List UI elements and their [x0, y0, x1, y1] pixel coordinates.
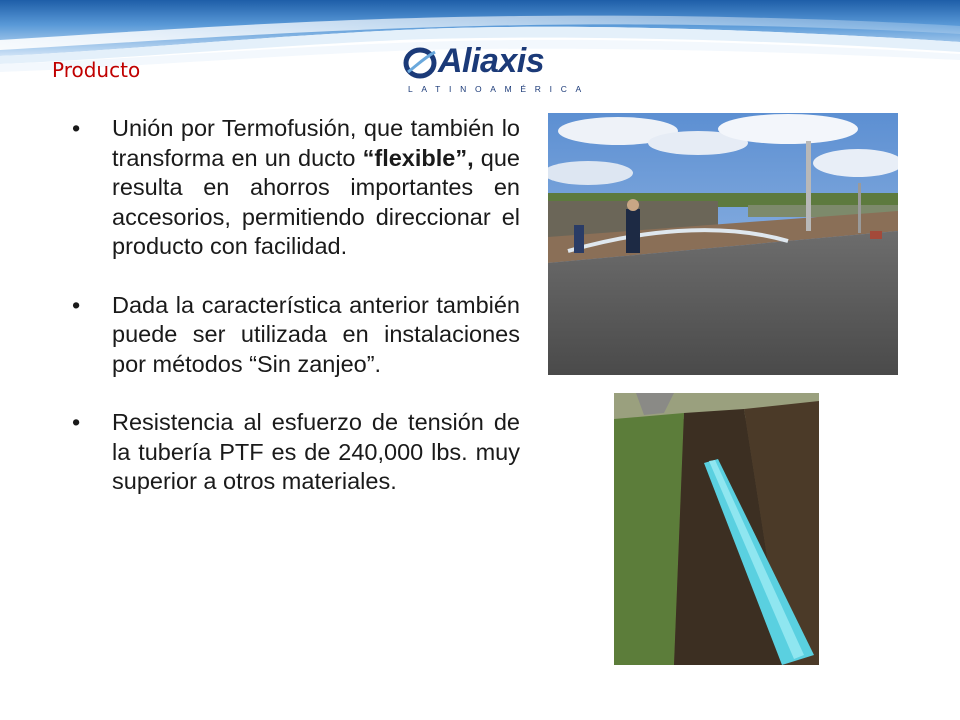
bullet-item [72, 114, 520, 262]
bullet-text: Resistencia al esfuerzo de tensión de la tubería PTF es de 240,000 lbs. muy superior a otros materiales. [112, 409, 520, 494]
bullet-item [72, 408, 520, 497]
bullet-item [72, 291, 520, 380]
aliaxis-logo [402, 42, 590, 96]
bullet-text: Dada la característica anterior también puede ser utilizada en instalaciones por métodos “Sin zanjeo”. [112, 291, 520, 377]
roadside-pipe-photo [548, 113, 898, 375]
section-title: Producto [52, 58, 141, 82]
bullet-list [72, 114, 520, 526]
bullet-text-bold: “flexible”, [362, 144, 474, 171]
logo-wordmark: Aliaxis [438, 42, 545, 80]
bullet-marker: • [72, 291, 81, 318]
bullet-text: que resulta en ahorros importantes en accesorios, permitiendo direccionar el producto con facilidad. [112, 144, 520, 259]
aliaxis-logo-icon [402, 46, 440, 80]
bullet-marker: • [72, 409, 81, 435]
bullet-marker: • [72, 115, 81, 141]
logo-tagline: LATINOAMÉRICA [408, 84, 590, 94]
bullet-text: Unión por Termofusión, que también lo transforma en un ducto [112, 115, 520, 171]
trench-pipe-photo [614, 393, 819, 665]
